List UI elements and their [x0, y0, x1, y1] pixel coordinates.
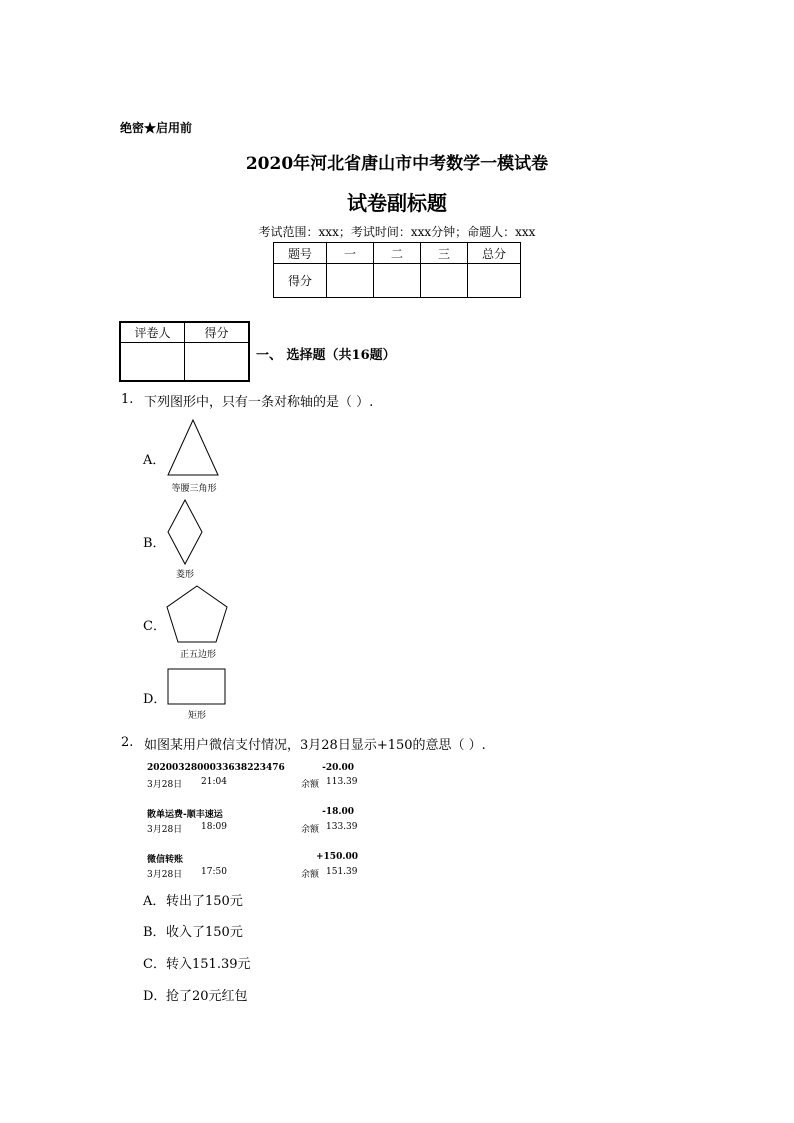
option-label[interactable]: D．	[143, 692, 167, 707]
question-text: 下列图形中，只有一条对称轴的是（ ）.	[144, 395, 374, 410]
figure-caption: 菱形	[175, 570, 194, 580]
record-time: 18:09	[201, 822, 227, 832]
rectangle-icon	[167, 668, 227, 706]
score-header-cell: 题号	[274, 243, 327, 264]
score-cell[interactable]	[468, 264, 521, 298]
record-balance-label: 余额	[301, 825, 320, 835]
score-cell[interactable]	[421, 264, 468, 298]
score-table	[273, 242, 521, 298]
record-balance: 113.39	[326, 777, 358, 787]
record-name: 2020032800033638223476	[147, 763, 285, 773]
grader-cell[interactable]	[120, 342, 185, 381]
grader-header-cell: 评卷人	[120, 322, 185, 342]
rhombus-icon	[166, 498, 204, 566]
question-text: 如图某用户微信支付情况，3月28日显示+150的意思（ ）.	[144, 738, 486, 753]
record-amount: -20.00	[322, 763, 354, 773]
record-amount: +150.00	[316, 852, 358, 862]
option-label[interactable]: C．	[143, 619, 166, 634]
score-header-cell: 总分	[468, 243, 521, 264]
record-date: 3月28日	[147, 870, 183, 880]
section-heading: 一、 选择题（共16题）	[256, 348, 396, 363]
record-balance-label: 余额	[301, 870, 320, 880]
option-label[interactable]: D．	[143, 989, 167, 1004]
score-cell[interactable]	[374, 264, 421, 298]
record-name: 微信转账	[147, 855, 184, 865]
confidential-mark: 绝密★启用前	[120, 121, 193, 135]
score-header-cell: 三	[421, 243, 468, 264]
option-text[interactable]: 抢了20元红包	[166, 989, 248, 1004]
option-text[interactable]: 转入151.39元	[166, 957, 251, 972]
exam-info: 考试范围：xxx；考试时间：xxx分钟；命题人：xxx	[258, 225, 536, 239]
figure-caption: 等腰三角形	[171, 484, 217, 494]
option-label[interactable]: B．	[143, 925, 166, 940]
record-balance: 133.39	[326, 822, 358, 832]
question-number: 2.	[121, 735, 134, 750]
score-cell[interactable]	[327, 264, 374, 298]
grader-cell[interactable]	[185, 342, 250, 381]
record-date: 3月28日	[147, 780, 183, 790]
question-number: 1.	[121, 392, 134, 407]
record-balance-label: 余额	[301, 780, 320, 790]
figure-caption: 正五边形	[179, 650, 216, 660]
score-header-cell: 一	[327, 243, 374, 264]
option-label[interactable]: C．	[143, 957, 166, 972]
option-label[interactable]: A．	[143, 453, 166, 468]
exam-subtitle: 试卷副标题	[347, 191, 447, 215]
record-time: 17:50	[201, 867, 227, 877]
record-name: 散单运费-顺丰速运	[147, 810, 223, 820]
record-amount: -18.00	[322, 807, 354, 817]
isosceles-triangle-icon	[166, 418, 220, 478]
figure-caption: 矩形	[187, 711, 206, 721]
exam-title: 2020年河北省唐山市中考数学一模试卷	[245, 154, 549, 174]
record-balance: 151.39	[326, 867, 358, 877]
grader-header-cell: 得分	[185, 322, 250, 342]
option-text[interactable]: 转出了150元	[166, 894, 243, 909]
regular-pentagon-icon	[165, 584, 229, 644]
record-date: 3月28日	[147, 825, 183, 835]
record-time: 21:04	[201, 777, 227, 787]
score-header-cell: 二	[374, 243, 421, 264]
option-label[interactable]: A．	[143, 894, 166, 909]
option-label[interactable]: B．	[143, 536, 166, 551]
score-row-label: 得分	[274, 264, 327, 298]
grader-table	[119, 321, 250, 382]
option-text[interactable]: 收入了150元	[166, 925, 243, 940]
